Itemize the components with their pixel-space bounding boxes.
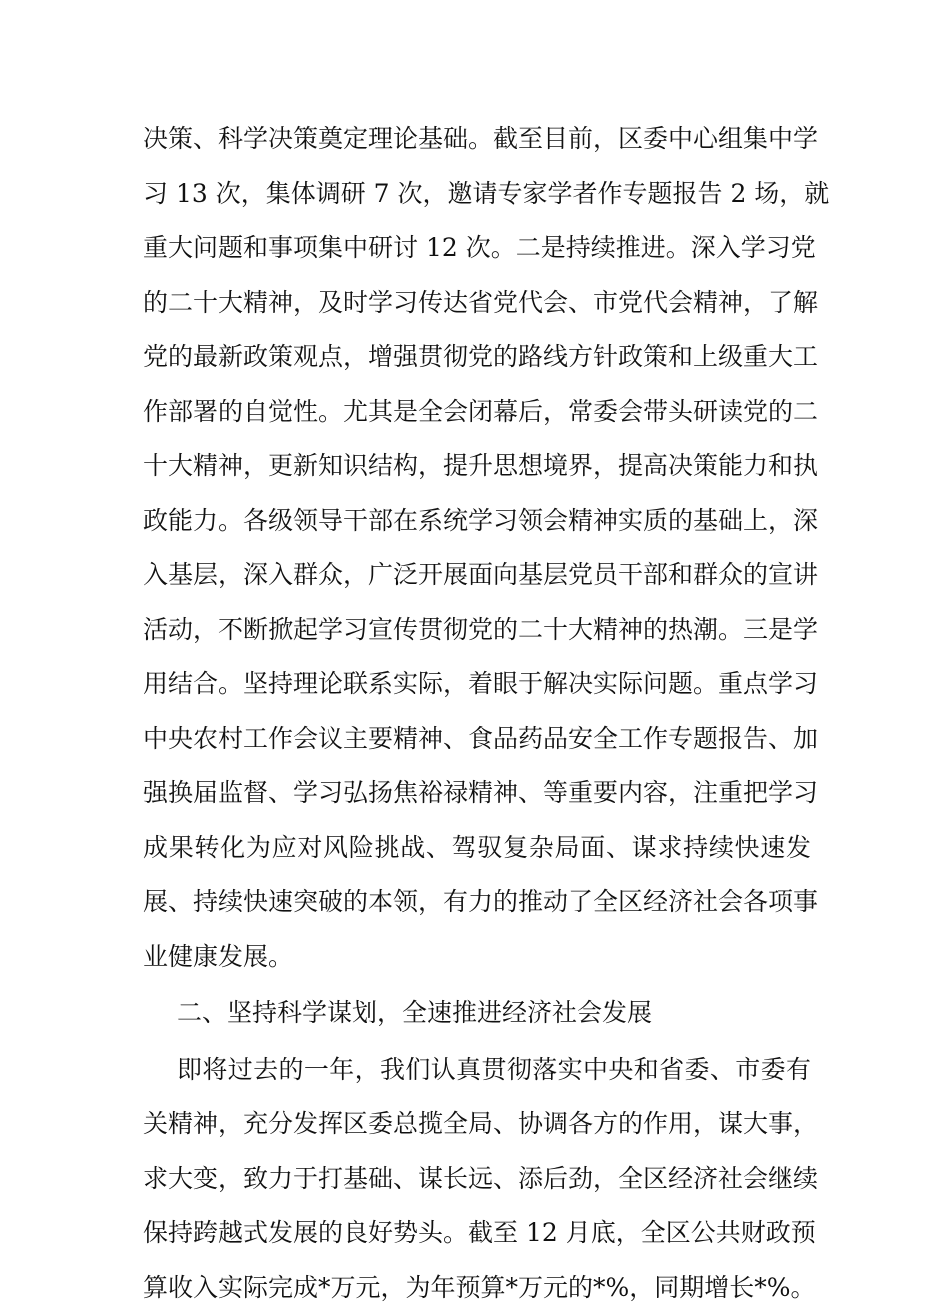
text-line: 的二十大精神，及时学习传达省党代会、市党代会精神，了解: [143, 276, 811, 331]
text-line: 成果转化为应对风险挑战、驾驭复杂局面、谋求持续快速发: [143, 821, 811, 876]
text-line: 十大精神，更新知识结构，提升思想境界，提高决策能力和执: [143, 439, 811, 494]
document-body: [143, 112, 811, 1315]
paragraph-economy: [143, 1043, 811, 1315]
text-line: 作部署的自觉性。尤其是全会闭幕后，常委会带头研读党的二: [143, 385, 811, 440]
text-line: 活动，不断掀起学习宣传贯彻党的二十大精神的热潮。三是学: [143, 603, 811, 658]
heading-text: 二、坚持科学谋划，全速推进经济社会发展: [143, 986, 811, 1041]
text-line: 展、持续快速突破的本领，有力的推动了全区经济社会各项事: [143, 875, 811, 930]
text-line: 算收入实际完成*万元，为年预算*万元的*%，同期增长*%。: [143, 1261, 811, 1315]
text-line: 关精神，充分发挥区委总揽全局、协调各方的作用，谋大事，: [143, 1097, 811, 1152]
text-line: 党的最新政策观点，增强贯彻党的路线方针政策和上级重大工: [143, 330, 811, 385]
text-line: 入基层，深入群众，广泛开展面向基层党员干部和群众的宣讲: [143, 548, 811, 603]
text-line: 即将过去的一年，我们认真贯彻落实中央和省委、市委有: [143, 1043, 811, 1098]
text-line: 中央农村工作会议主要精神、食品药品安全工作专题报告、加: [143, 712, 811, 767]
text-line: 重大问题和事项集中研讨 12 次。二是持续推进。深入学习党: [143, 221, 811, 276]
text-line: 决策、科学决策奠定理论基础。截至目前，区委中心组集中学: [143, 112, 811, 167]
text-line: 求大变，致力于打基础、谋长远、添后劲，全区经济社会继续: [143, 1152, 811, 1207]
text-line: 习 13 次，集体调研 7 次，邀请专家学者作专题报告 2 场，就: [143, 167, 811, 222]
text-line: 业健康发展。: [143, 930, 811, 985]
paragraph-study: [143, 112, 811, 984]
section-heading: [143, 986, 811, 1041]
text-line: 保持跨越式发展的良好势头。截至 12 月底，全区公共财政预: [143, 1206, 811, 1261]
text-line: 强换届监督、学习弘扬焦裕禄精神、等重要内容，注重把学习: [143, 766, 811, 821]
text-line: 用结合。坚持理论联系实际，着眼于解决实际问题。重点学习: [143, 657, 811, 712]
text-line: 政能力。各级领导干部在系统学习领会精神实质的基础上，深: [143, 494, 811, 549]
